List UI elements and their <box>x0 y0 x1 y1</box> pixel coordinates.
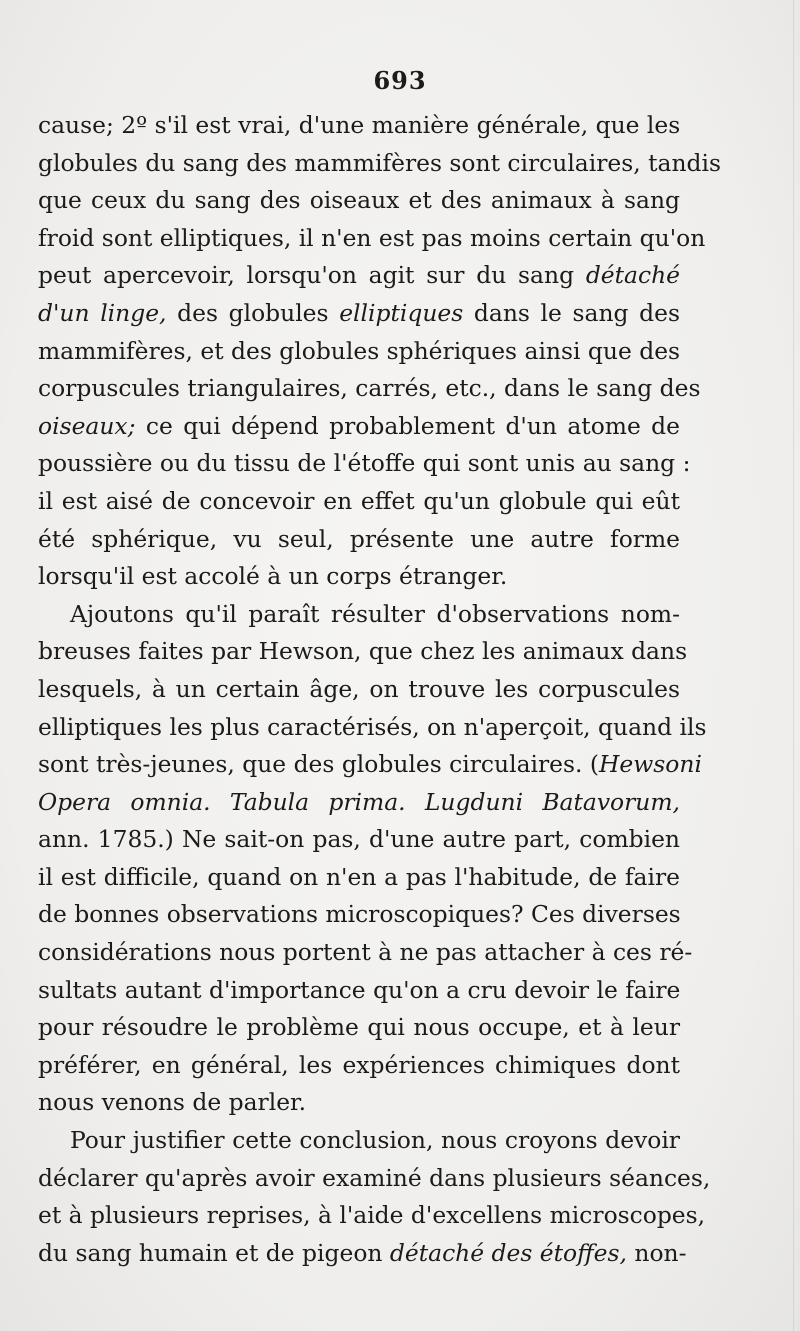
text-line <box>38 370 701 408</box>
text-line <box>38 633 688 671</box>
text-line <box>38 1122 680 1160</box>
text-fragment: Ajoutons qu'il paraît résulter d'observations nom- <box>70 599 680 628</box>
text-fragment: ce qui dépend probablement d'un atome de <box>135 411 680 440</box>
text-line <box>38 746 702 784</box>
text-fragment: poussière ou du tissu de l'étoffe qui sont unis au sang : <box>38 449 691 478</box>
text-line <box>38 107 680 145</box>
text-fragment: sont très-jeunes, que des globules circulaires. ( <box>38 750 600 779</box>
italic-text: Opera omnia. Tabula prima. Lugduni Batavorum, <box>38 787 680 816</box>
italic-text: elliptiques <box>339 298 464 327</box>
text-line <box>38 558 680 596</box>
text-line <box>38 1235 687 1273</box>
text-fragment: déclarer qu'après avoir examiné dans plusieurs séances, <box>38 1163 711 1192</box>
text-fragment: été sphérique, vu seul, présente une autre forme <box>38 524 680 553</box>
text-line <box>38 220 706 258</box>
text-fragment: cause; 2º s'il est vrai, d'une manière générale, que les <box>38 111 681 139</box>
text-fragment: globules du sang des mammifères sont circulaires, tandis <box>38 148 721 177</box>
text-fragment: du sang humain et de pigeon <box>38 1238 390 1267</box>
text-line <box>38 1047 680 1085</box>
text-fragment: lesquels, à un certain âge, on trouve les corpuscules <box>38 674 680 703</box>
text-fragment: de bonnes observations microscopiques? Ces diverses <box>38 900 681 929</box>
text-fragment: corpuscules triangulaires, carrés, etc., dans le sang des <box>38 374 701 403</box>
text-line <box>38 333 680 371</box>
text-fragment: nous venons de parler. <box>38 1088 307 1117</box>
text-fragment: lorsqu'il est accolé à un corps étranger. <box>38 562 508 591</box>
text-line <box>38 859 680 897</box>
text-line <box>38 145 721 183</box>
italic-text: détaché <box>585 261 680 290</box>
text-line <box>38 295 680 333</box>
text-fragment: non- <box>626 1238 687 1267</box>
italic-text: d'un linge, <box>38 298 167 327</box>
text-fragment: elliptiques les plus caractérisés, on n'aperçoit, quand ils <box>38 712 707 741</box>
text-fragment: ann. 1785.) Ne sait-on pas, d'une autre part, combien <box>38 825 680 854</box>
text-line <box>38 257 680 295</box>
text-line <box>38 596 680 634</box>
text-fragment: breuses faites par Hewson, que chez les animaux dans <box>38 637 688 666</box>
text-fragment: des globules <box>166 298 340 327</box>
text-line <box>38 671 680 709</box>
text-fragment: que ceux du sang des oiseaux et des animaux à sang <box>38 186 680 215</box>
text-line <box>38 821 680 859</box>
text-line <box>38 784 680 822</box>
text-line <box>38 1160 711 1198</box>
text-line <box>38 445 691 483</box>
text-fragment: et à plusieurs reprises, à l'aide d'excellens microscopes, <box>38 1201 706 1230</box>
italic-text: détaché des étoffes, <box>389 1238 627 1267</box>
text-fragment: il est difficile, quand on n'en a pas l'habitude, de faire <box>38 862 680 891</box>
text-line <box>38 1084 680 1122</box>
text-fragment: considérations nous portent à ne pas attacher à ces ré- <box>38 938 693 967</box>
text-fragment: mammifères, et des globules sphériques ainsi que des <box>38 336 681 365</box>
text-fragment: Pour justifier cette conclusion, nous croyons devoir <box>70 1126 680 1155</box>
text-line <box>38 483 680 521</box>
text-line <box>38 972 680 1010</box>
text-fragment: préférer, en général, les expériences chimiques dont <box>38 1050 680 1079</box>
text-fragment: peut apercevoir, lorsqu'on agit sur du sang <box>38 261 586 290</box>
text-line <box>38 521 680 559</box>
text-line <box>38 896 680 934</box>
body-text <box>38 107 721 1272</box>
page-edge <box>793 0 794 1331</box>
text-fragment: pour résoudre le problème qui nous occupe, et à leur <box>38 1013 680 1042</box>
text-line <box>38 1197 706 1235</box>
text-line <box>38 408 680 446</box>
text-fragment: il est aisé de concevoir en effet qu'un globule qui eût <box>38 486 680 515</box>
italic-text: oiseaux; <box>38 411 136 440</box>
text-line <box>38 709 707 747</box>
text-line <box>38 182 680 220</box>
text-fragment: froid sont elliptiques, il n'en est pas moins certain qu'on <box>38 223 706 252</box>
page-number: 693 <box>373 66 427 95</box>
text-fragment: sultats autant d'importance qu'on a cru devoir le faire <box>38 975 681 1004</box>
text-line <box>38 934 693 972</box>
text-fragment: dans le sang des <box>463 298 681 327</box>
italic-text: Hewsoni <box>599 750 702 779</box>
text-line <box>38 1009 680 1047</box>
